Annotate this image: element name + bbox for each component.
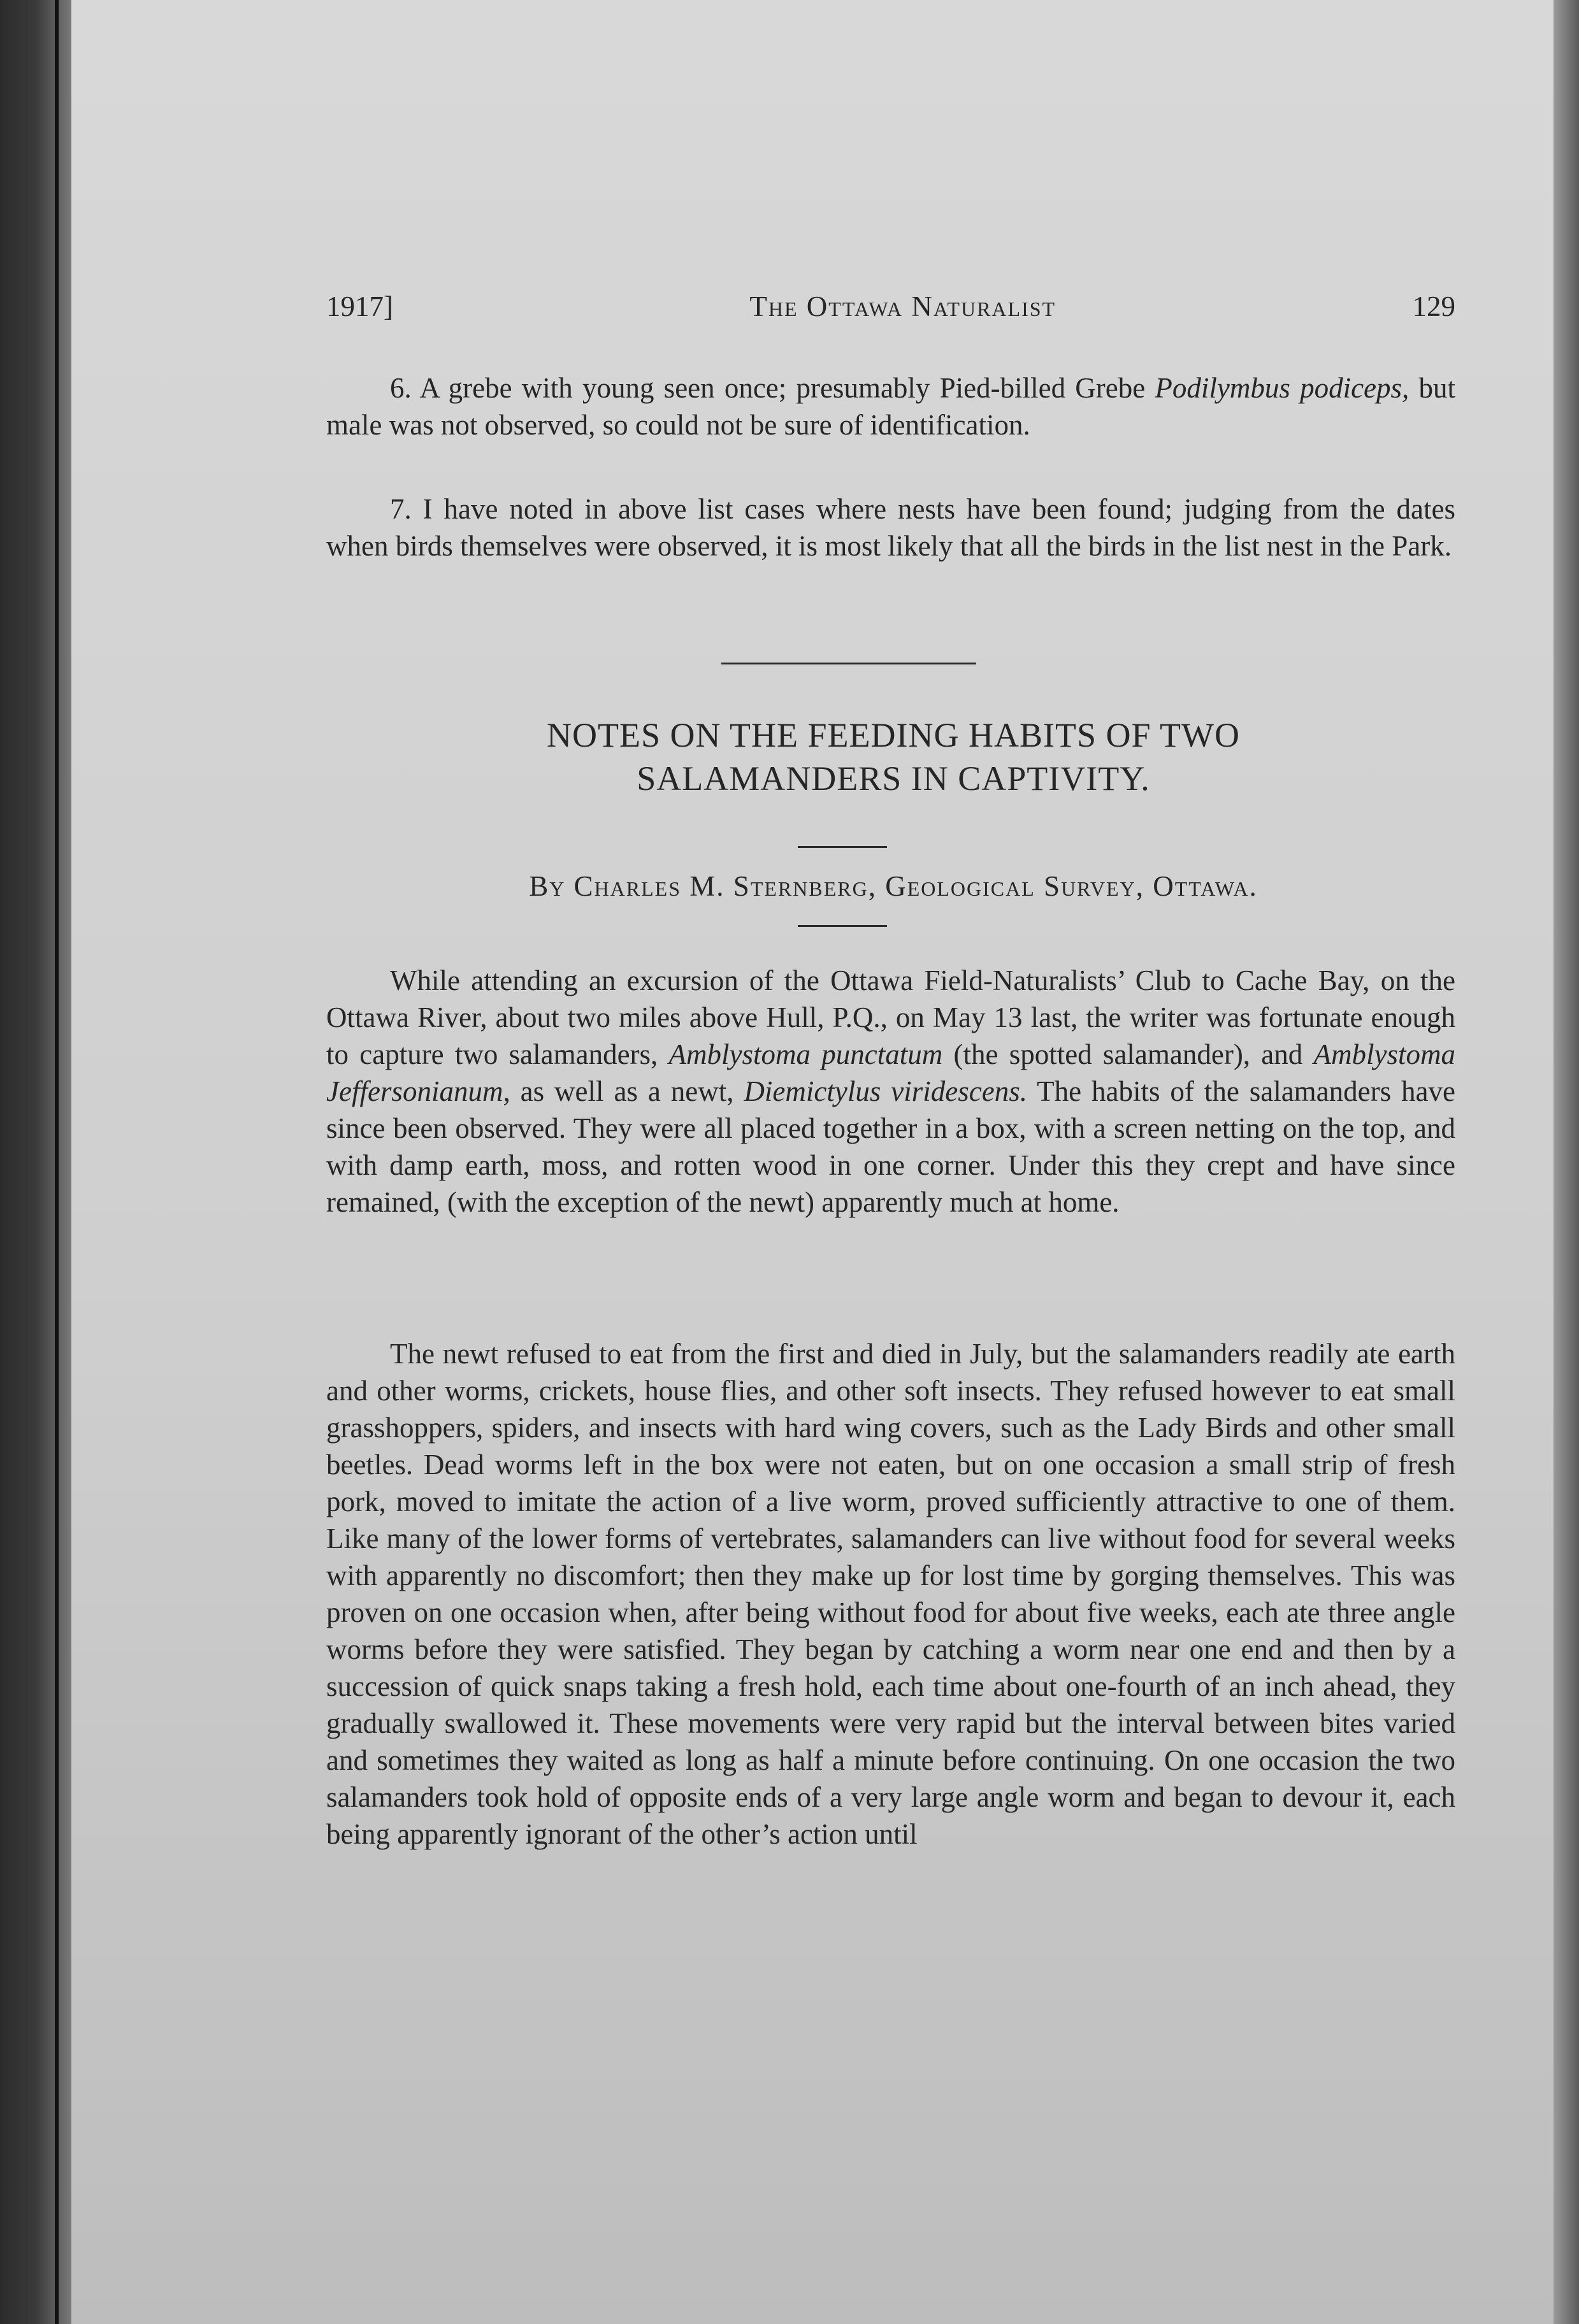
species-name: Diemictylus viridescens. xyxy=(744,1075,1027,1107)
species-name: Amblystoma Jeffersonianum, xyxy=(326,1038,1455,1107)
header-year: 1917] xyxy=(326,290,393,322)
species-name: Podilymbus podiceps, xyxy=(1155,372,1410,404)
page-number: 129 xyxy=(1412,290,1455,322)
page-edge xyxy=(1554,0,1579,2324)
document-page xyxy=(71,0,1554,2324)
title-rule xyxy=(798,846,887,848)
running-header xyxy=(326,290,1455,328)
list-item-6: 6. A grebe with young seen once; presumably Pied-billed Grebe Podilymbus podiceps, but male was not observed, so could not be sure of identification. xyxy=(326,372,1455,441)
body-paragraph-1: While attending an excursion of the Ottawa Field-Naturalists’ Club to Cache Bay, on the Ottawa River, about two miles above Hull, P.Q., on May 13 last, the writer was fortunate enough to capture two salamanders, Amblystoma punctatum (the spotted salamander), and Amblystoma Jeffersonianum, as well as a newt, Diemictylus viridescens. The habits of the salamanders have since been observed. They were all placed together in a box, with a screen netting on the top, and with damp earth, moss, and rotten wood in one corner. Under this they crept and have since remained, (with the exception of the newt) apparently much at home. xyxy=(326,965,1456,1218)
body-paragraph-2: The newt refused to eat from the first and died in July, but the salamanders readily ate earth and other worms, crickets, house flies, and other soft insects. They refused however to eat small grasshoppers, spiders, and insects with hard wing covers, such as the Lady Birds and other small beetles. Dead worms left in the box were not eaten, but on one occasion a small strip of fresh pork, moved to imitate the action of a live worm, proved sufficiently attractive to one of them. Like many of the lower forms of vertebrates, salamanders can live without food for several weeks with apparently no discomfort; then they make up for lost time by gorging themselves. This was proven on one occasion when, after being without food for about five weeks, each ate three angle worms before they were satisfied. They began by catching a worm near one end and then by a succession of quick snaps taking a fresh hold, each time about one-fourth of an inch ahead, they gradually swallowed it. These movements were very rapid but the interval between bites varied and sometimes they waited as long as half a minute before continuing. On one occasion the two salamanders took hold of opposite ends of a very large angle worm and began to devour it, each being apparently ignorant of the other’s action until xyxy=(326,1338,1455,1850)
byline-rule xyxy=(798,925,887,927)
journal-title: The Ottawa Naturalist xyxy=(749,290,1056,322)
list-item-7: 7. I have noted in above list cases where nests have been found; judging from the dates when birds themselves were observed, it is most likely that all the birds in the list nest in the Park. xyxy=(326,493,1455,562)
book-binding xyxy=(0,0,71,2324)
section-divider xyxy=(721,663,976,664)
article-title: NOTES ON THE FEEDING HABITS OF TWO SALAMANDERS IN CAPTIVITY. xyxy=(547,716,1240,798)
article-byline: By Charles M. Sternberg, Geological Survey, Ottawa. xyxy=(529,870,1258,902)
species-name: Amblystoma punctatum xyxy=(668,1038,943,1070)
